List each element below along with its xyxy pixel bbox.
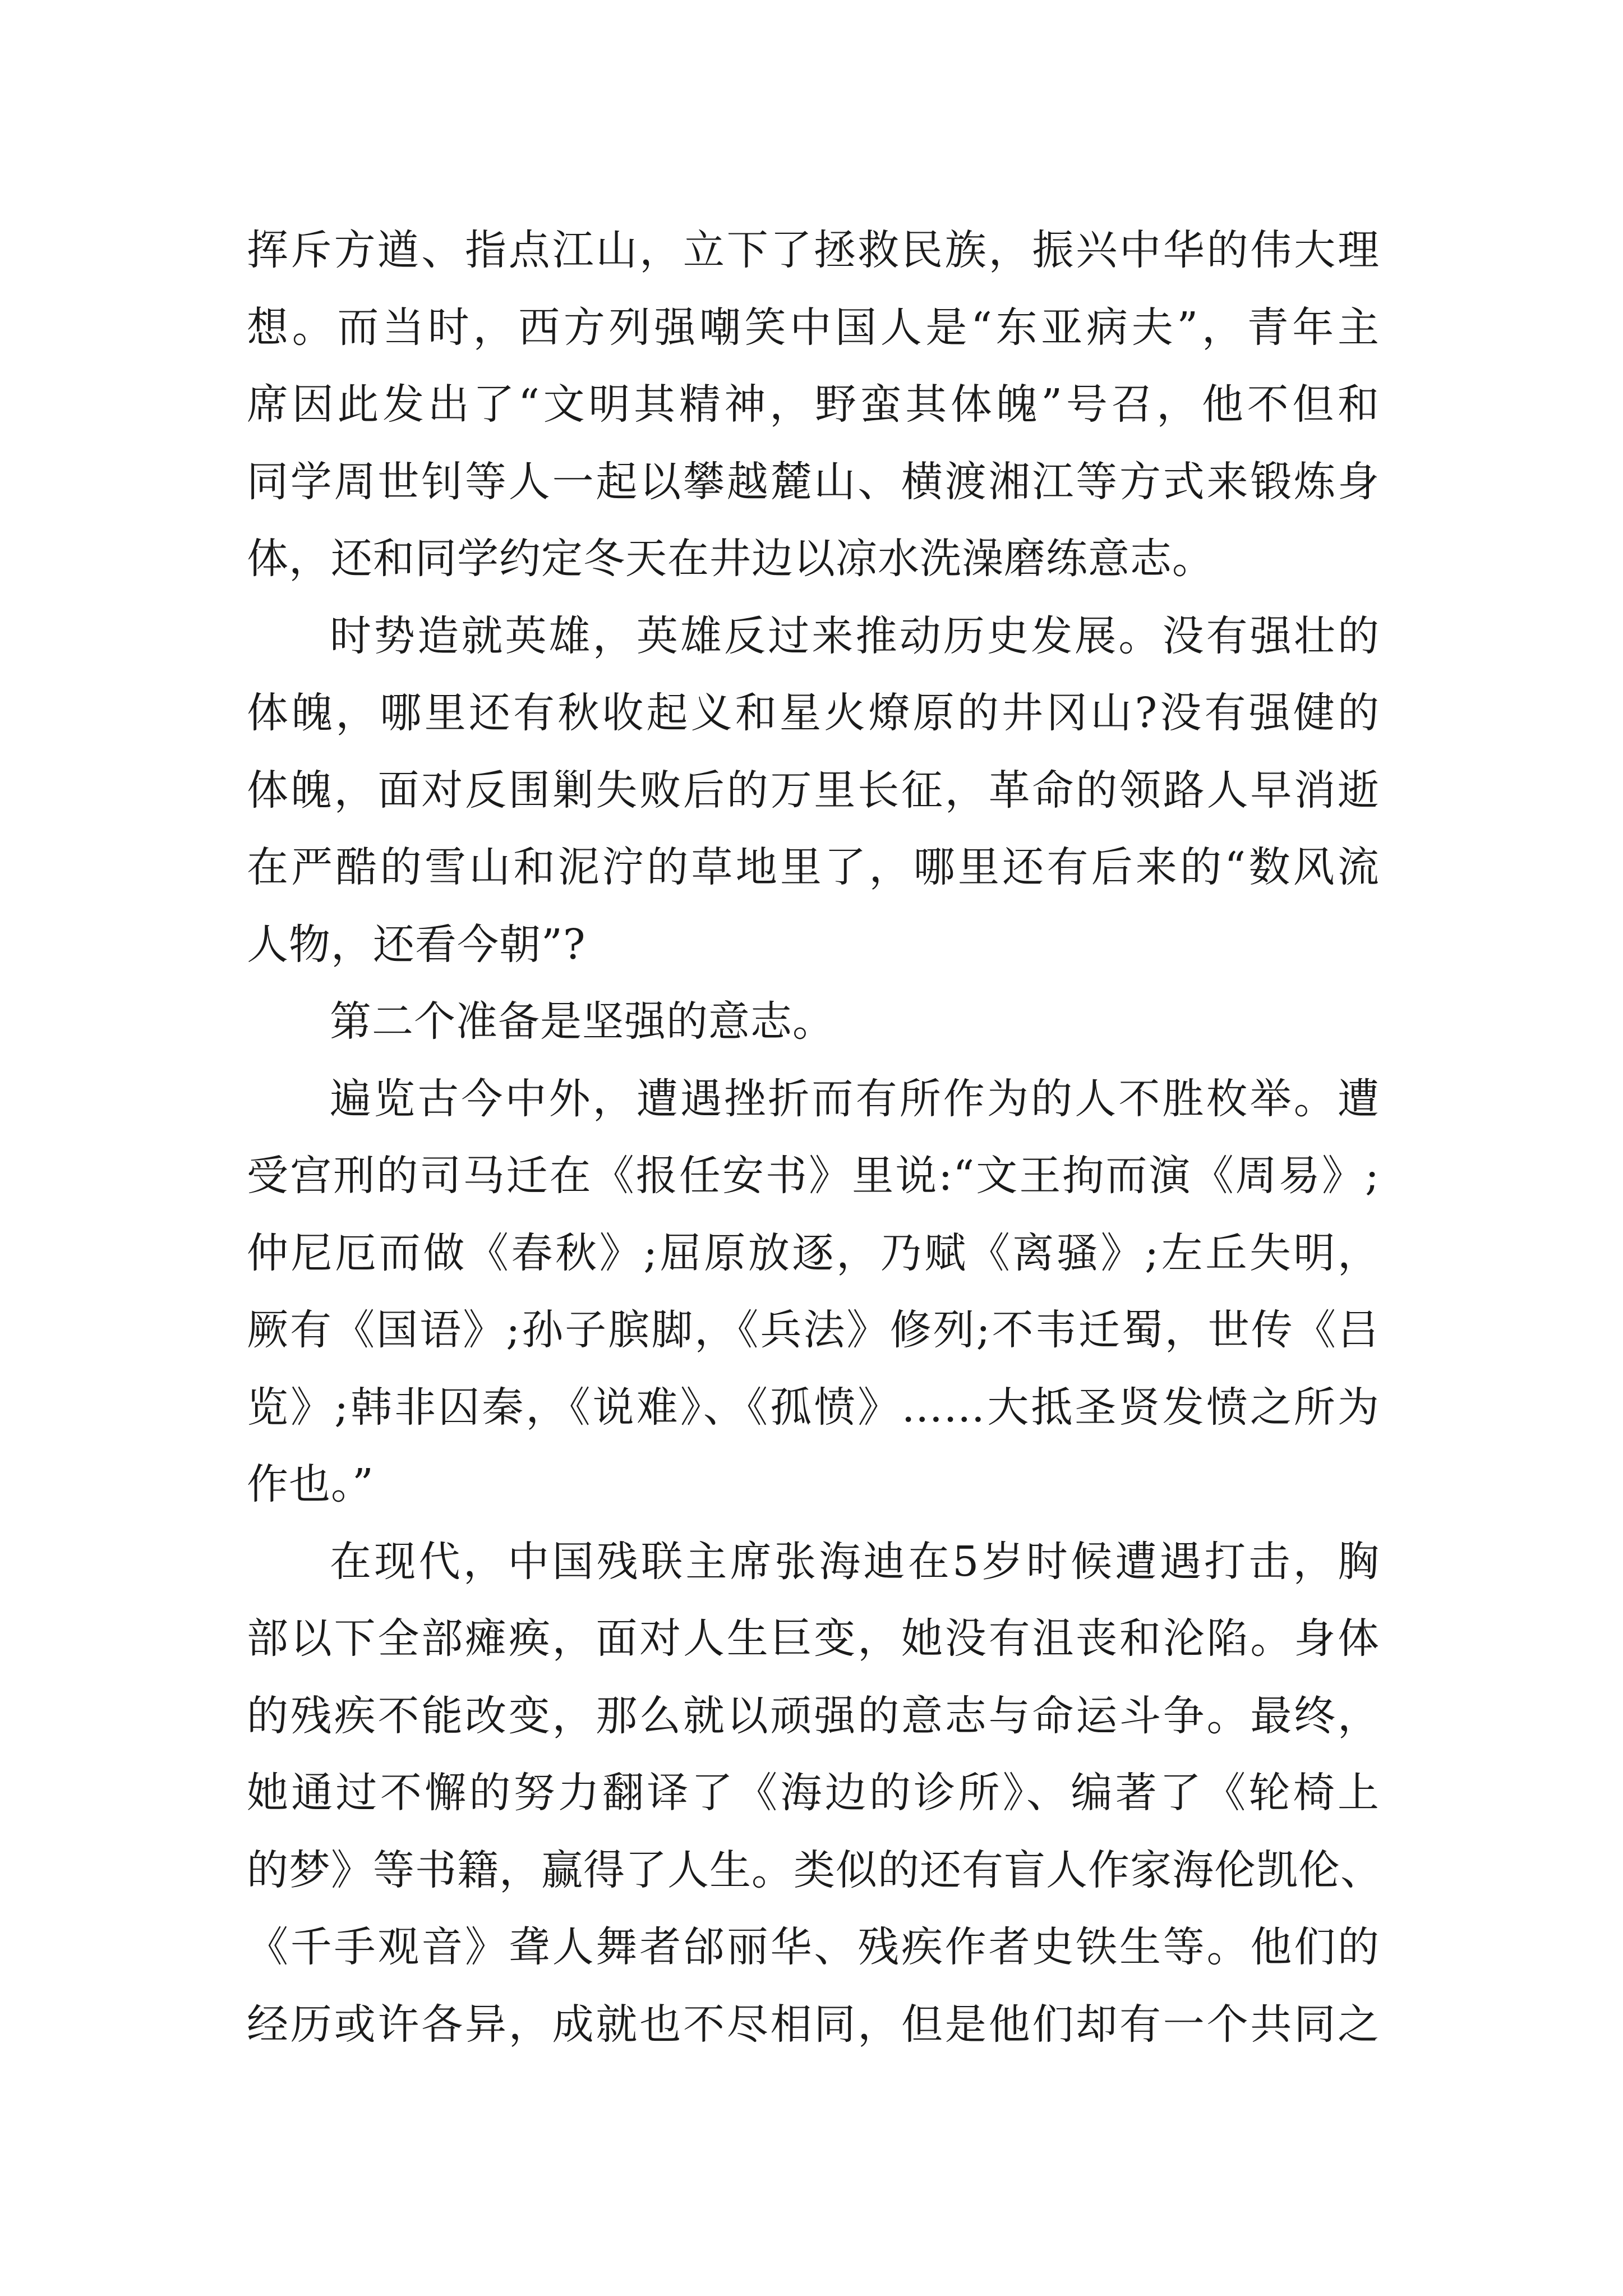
text-line: 挥斥方遒、指点江山，立下了拯救民族，振兴中华的伟大理 (247, 226, 1380, 274)
text-line: 经历或许各异，成就也不尽相同，但是他们却有一个共同之 (247, 2000, 1380, 2049)
text-line: 她通过不懈的努力翻译了《海边的诊所》、编著了《轮椅上 (247, 1769, 1380, 1817)
text-line: 体魄，哪里还有秋收起义和星火燎原的井冈山?没有强健的 (247, 689, 1380, 737)
text-line: 作也。” (247, 1460, 374, 1508)
text-line: 在现代，中国残联主席张海迪在5岁时候遭遇打击，胸 (330, 1537, 1380, 1586)
text-line: 在严酷的雪山和泥泞的草地里了，哪里还有后来的“数风流 (247, 843, 1380, 891)
text-line: 的残疾不能改变，那么就以顽强的意志与命运斗争。最终， (247, 1691, 1380, 1740)
text-line: 同学周世钊等人一起以攀越麓山、横渡湘江等方式来锻炼身 (247, 457, 1380, 506)
body-text (247, 212, 1380, 2063)
text-line: 《千手观音》聋人舞者邰丽华、残疾作者史铁生等。他们的 (247, 1923, 1380, 1971)
text-line: 遍览古今中外，遭遇挫折而有所作为的人不胜枚举。遭 (330, 1074, 1380, 1123)
text-line: 想。而当时，西方列强嘲笑中国人是“东亚病夫”，青年主 (247, 303, 1380, 352)
text-line: 受宫刑的司马迁在《报任安书》里说:“文王拘而演《周易》; (247, 1152, 1380, 1200)
text-line: 览》;韩非囚秦，《说难》、《孤愤》……大抵圣贤发愤之所为 (247, 1383, 1380, 1432)
text-line: 人物，还看今朝”? (247, 920, 586, 969)
text-line: 第二个准备是坚强的意志。 (330, 997, 834, 1046)
text-line: 仲尼厄而做《春秋》;屈原放逐，乃赋《离骚》;左丘失明， (247, 1228, 1380, 1277)
text-line: 时势造就英雄，英雄反过来推动历史发展。没有强壮的 (330, 611, 1380, 660)
text-line: 的梦》等书籍，赢得了人生。类似的还有盲人作家海伦凯伦、 (247, 1846, 1382, 1894)
text-line: 厥有《国语》;孙子膑脚，《兵法》修列;不韦迁蜀，世传《吕 (247, 1306, 1380, 1354)
text-line: 部以下全部瘫痪，面对人生巨变，她没有沮丧和沦陷。身体 (247, 1614, 1380, 1663)
text-line: 席因此发出了“文明其精神，野蛮其体魄”号召，他不但和 (247, 380, 1380, 429)
text-line: 体，还和同学约定冬天在井边以凉水洗澡磨练意志。 (247, 535, 1214, 583)
text-line: 体魄，面对反围剿失败后的万里长征，革命的领路人早消逝 (247, 766, 1380, 815)
